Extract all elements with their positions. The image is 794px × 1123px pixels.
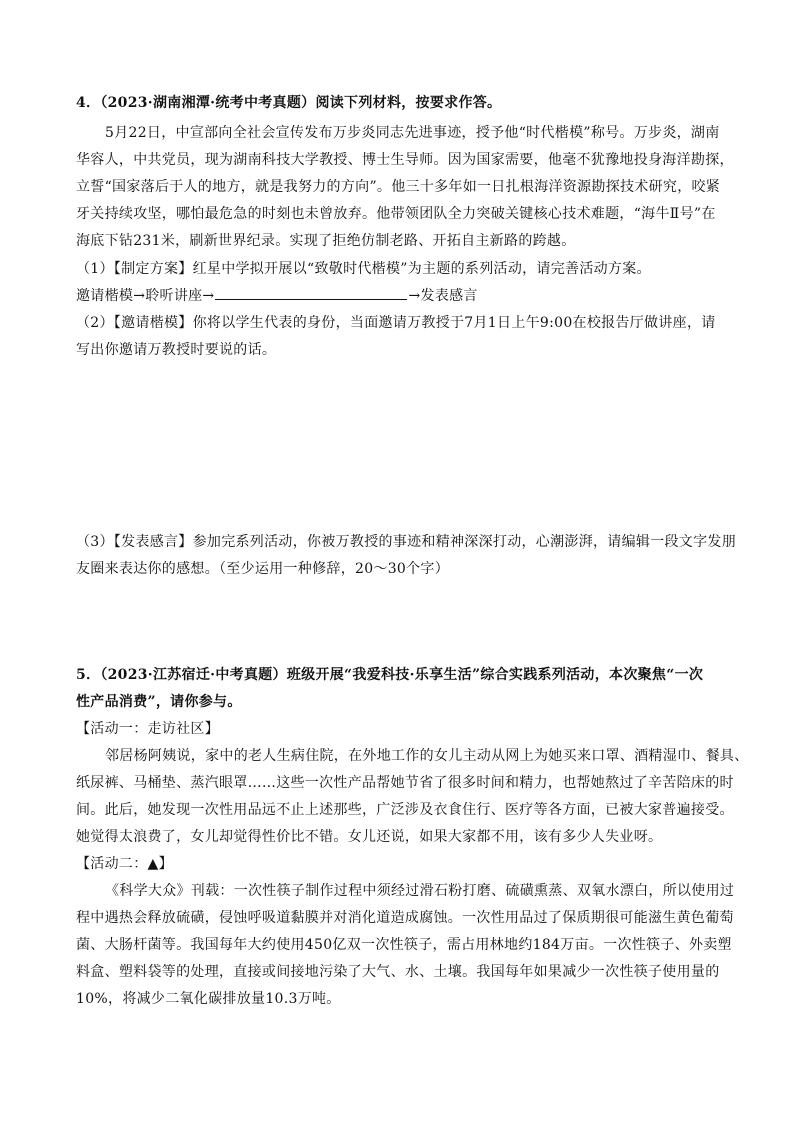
q5-activity1-title: 【活动一：走访社区】 [76,721,219,737]
q5-activity1-line-1: 邻居杨阿姨说，家中的老人生病住院，在外地工作的女儿主动从网上为她买来口罩、酒精湿巾、餐具、 [105,748,749,764]
q4-flow-blank[interactable] [215,287,407,300]
q5-heading-line-1: 5．（2023·江苏宿迁·中考真题）班级开展“我爱科技·乐享生活”综合实践系列活动，本次聚焦“一次 [76,667,704,683]
q4-flow-start: 邀请楷模→聆听讲座→ [76,288,215,304]
q5-activity1-line-3: 间。此后，她发现一次性用品远不止上述那些，广泛涉及衣食住行、医疗等各方面，已被大家普遍接受。 [76,802,734,818]
q4-passage-line-3: 立誓“国家落后于人的地方，就是我努力的方向”。他三十多年如一日扎根海洋资源勘探技术研究，咬紧 [76,179,721,195]
q5-activity2-line-4: 料盒、塑料袋等的处理，直接或间接地污染了大气、水、土壤。我国每年如果减少一次性筷子使用量的 [76,964,720,980]
q4-number: 4． [76,95,101,111]
q4-flow-end: →发表感言 [408,288,478,304]
q5-activity2-line-5: 10%，将减少二氧化碳排放量10.3万吨。 [76,991,341,1007]
q4-sub2-prompt-line-2: 写出你邀请万教授时要说的话。 [76,342,277,358]
q4-heading [76,93,726,113]
q4-passage-line-1: 5月22日，中宣部向全社会宣传发布万步炎同志先进事迹，授予他“时代楷模”称号。万步炎，湖南 [105,125,720,141]
q4-passage-line-4: 牙关持续攻坚，哪怕最危急的时刻也未曾放弃。他带领团队全力突破关键核心技术难题，“海牛Ⅱ号”在 [76,206,716,222]
q4-passage-line-2: 华容人，中共党员，现为湖南科技大学教授、博士生导师。因为国家需要，他毫不犹豫地投身海洋勘探， [76,152,734,168]
q5-activity1-line-4: 她觉得太浪费了，女儿却觉得性价比不错。女儿还说，如果大家都不用，该有多少人失业呀。 [76,829,663,845]
q4-sub3-prompt-line-2: 友圈来表达你的感想。（至少运用一种修辞，20～30个字） [76,561,450,577]
q4-sub1-flow [76,286,726,306]
q5-activity2-line-1: 《科学大众》刊载：一次性筷子制作过程中须经过滑石粉打磨、硫磺熏蒸、双氧水漂白，所以使用过 [105,883,735,899]
q4-sub3-prompt-line-1: （3）【发表感言】参加完系列活动，你被万教授的事迹和精神深深打动，心潮澎湃，请编辑一段文字发朋 [76,534,737,550]
q5-heading-line-2: 性产品消费”，请你参与。 [76,694,242,710]
q5-activity2-line-2: 程中遇热会释放硫磺，侵蚀呼吸道黏膜并对消化道造成腐蚀。一次性用品过了保质期很可能滋生黄色葡萄 [76,910,734,926]
q4-sub1-prompt: （1）【制定方案】红星中学拟开展以“致敬时代楷模”为主题的系列活动，请完善活动方案。 [76,261,651,277]
q5-activity1-line-2: 纸尿裤、马桶垫、蒸汽眼罩……这些一次性产品帮她节省了很多时间和精力，也帮她熬过了辛苦陪床的时 [76,775,734,791]
q4-passage-line-5: 海底下钻231米，刷新世界纪录。实现了拒绝仿制老路、开拓自主新路的跨越。 [76,233,576,249]
q4-sub2-prompt-line-1: （2）【邀请楷模】你将以学生代表的身份，当面邀请万教授于7月1日上午9:00在校报告厅做讲座，请 [76,315,716,331]
q4-source: （2023·湖南湘潭·统考中考真题）阅读下列材料，按要求作答。 [100,95,502,111]
q5-activity2-line-3: 菌、大肠杆菌等。我国每年大约使用450亿双一次性筷子，需占用林地约184万亩。一次性筷子、外卖塑 [76,937,732,953]
q5-activity2-title: 【活动二：▲】 [76,856,173,872]
